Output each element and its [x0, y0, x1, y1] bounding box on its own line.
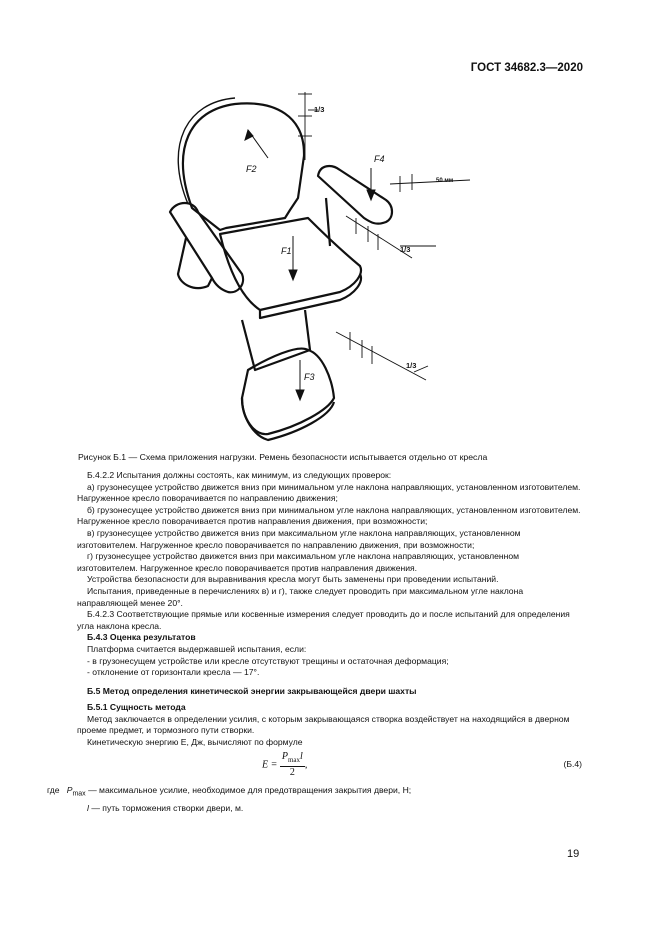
footrest: [242, 349, 334, 435]
figure-caption: Рисунок Б.1 — Схема приложения нагрузки. Ремень безопасности испытывается отдельно от кресла: [78, 452, 488, 462]
label-f2: F2: [246, 164, 257, 174]
dim-mid-label: 1/3: [400, 245, 411, 254]
paragraph: Кинетическую энергию E, Дж, вычисляют по формуле: [87, 737, 303, 748]
document-body: [47, 470, 582, 815]
paragraph: б) грузонесущее устройство движется вниз при минимальном угле наклона направляющих, установленном изготовителем. Нагруженное кресло поворачивается против направления движения, при возможности;: [77, 504, 581, 527]
dim-arm-label: 50 мм: [436, 178, 454, 184]
standard-number: ГОСТ 34682.3—2020: [470, 62, 583, 74]
section-heading: Б.5.1 Сущность метода: [87, 702, 186, 713]
paragraph: Устройства безопасности для выравнивания кресла могут быть заменены при проведении испытаний.: [87, 574, 499, 585]
page-number: 19: [567, 848, 580, 860]
symbol-definitions: где $P_{max}$ — максимальное усилие, необходимое для предотвращения закрытия двери, Н; l — путь торможения створки двери, м.: [47, 784, 412, 813]
label-f3: F3: [304, 372, 315, 382]
chair-load-diagram: [150, 88, 480, 443]
label-f4: F4: [374, 154, 385, 164]
paragraph: г) грузонесущее устройство движется вниз при максимальном угле наклона направляющих, установленном изготовителем. Нагруженное кресло поворачивается против направления движения.: [77, 551, 520, 573]
paragraph: Б.4.2.2 Испытания должны состоять, как минимум, из следующих проверок:: [87, 470, 392, 480]
formula: E = $\frac{P_{max}l}{2}$ ,: [262, 750, 308, 779]
section-heading: Б.5 Метод определения кинетической энергии закрывающейся двери шахты: [87, 685, 417, 696]
dim-top-label: 1/3: [314, 105, 325, 114]
paragraph: Платформа считается выдержавшей испытания, если:: [87, 643, 307, 654]
dim-bottom-label: 1/3: [406, 361, 417, 370]
seat: [220, 218, 361, 310]
formula-row: [77, 751, 582, 785]
backrest: [183, 103, 304, 230]
list-item: - отклонение от горизонтали кресла — 17°.: [87, 667, 260, 678]
list-item: - в грузонесущем устройстве или кресле отсутствуют трещины и остаточная деформация;: [87, 655, 449, 666]
formula-number: (Б.4): [563, 758, 582, 769]
paragraph: Испытания, приведенные в перечислениях в) и г), также следует проводить при максимальном угле наклона направляющей менее 20°.: [77, 585, 524, 608]
right-armrest: [318, 166, 392, 224]
paragraph: в) грузонесущее устройство движется вниз при максимальном угле наклона направляющих, установленном изготовителем. Нагруженное кресло поворачивается по направлению движения, при возможности;: [77, 527, 521, 550]
label-f1: F1: [281, 246, 292, 256]
paragraph: Метод заключается в определении усилия, с которым закрывающаяся створка воздействует на находящийся в дверном проеме предмет, и тормозного пути створки.: [77, 713, 570, 736]
section-heading: Б.4.3 Оценка результатов: [87, 632, 196, 643]
paragraph: а) грузонесущее устройство движется вниз при минимальном угле наклона направляющих, установленном изготовителем. Нагруженное кресло поворачивается по направлению движения;: [77, 481, 581, 504]
paragraph: Б.4.2.3 Соответствующие прямые или косвенные измерения следует проводить до и после испытаний для определения угла наклона кресла.: [77, 609, 570, 631]
